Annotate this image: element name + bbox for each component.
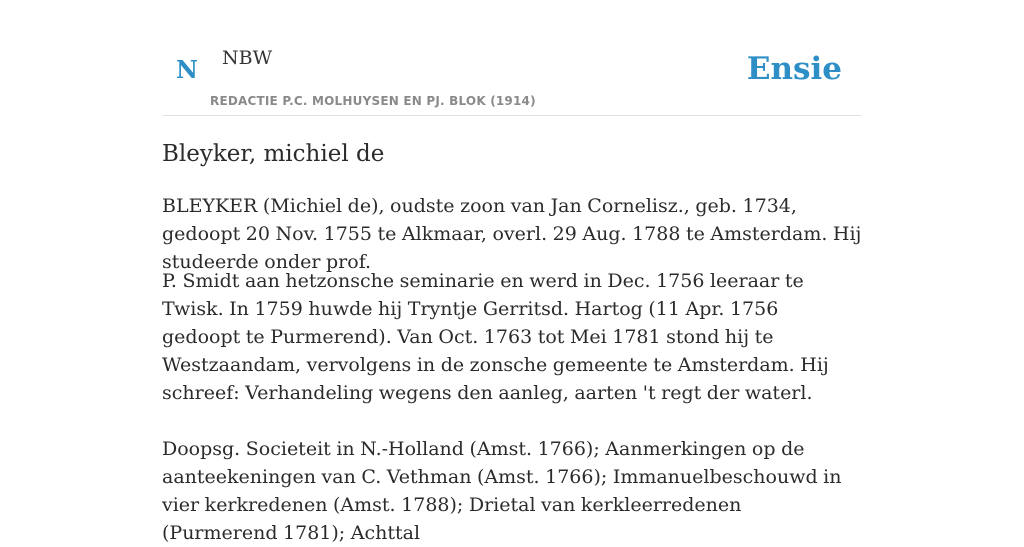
source-logo[interactable]: N xyxy=(176,55,198,84)
article-paragraph-3: Doopsg. Societeit in N.-Holland (Amst. 1766); Aanmerkingen op de aanteekeningen van C. Vethman (Amst. 1766); Immanuelbeschouwd in vier kerkredenen (Amst. 1788); Drietal van kerkleerredenen (Purmerend 1781); Achttal xyxy=(162,438,842,544)
ensie-logo[interactable]: Ensie xyxy=(746,51,842,87)
source-subtitle: REDACTIE P.C. MOLHUYSEN EN PJ. BLOK (1914) xyxy=(210,94,536,108)
page-title: Bleyker, michiel de xyxy=(162,141,385,167)
source-title[interactable]: NBW xyxy=(222,47,273,69)
article-paragraph-1: BLEYKER (Michiel de), oudste zoon van Jan Cornelisz., geb. 1734, gedoopt 20 Nov. 1755 te Alkmaar, overl. 29 Aug. 1788 te Amsterdam. Hij studeerde onder prof. xyxy=(162,195,862,273)
article-page xyxy=(162,0,862,544)
article-paragraph-2: P. Smidt aan hetzonsche seminarie en werd in Dec. 1756 leeraar te Twisk. In 1759 huwde hij Tryntje Gerritsd. Hartog (11 Apr. 1756 gedoopt te Purmerend). Van Oct. 1763 tot Mei 1781 stond hij te Westzaandam, vervolgens in de zonsche gemeente te Amsterdam. Hij schreef: Verhandeling wegens den aanleg, aarten 't regt der waterl. xyxy=(162,270,829,404)
source-header xyxy=(162,0,862,116)
